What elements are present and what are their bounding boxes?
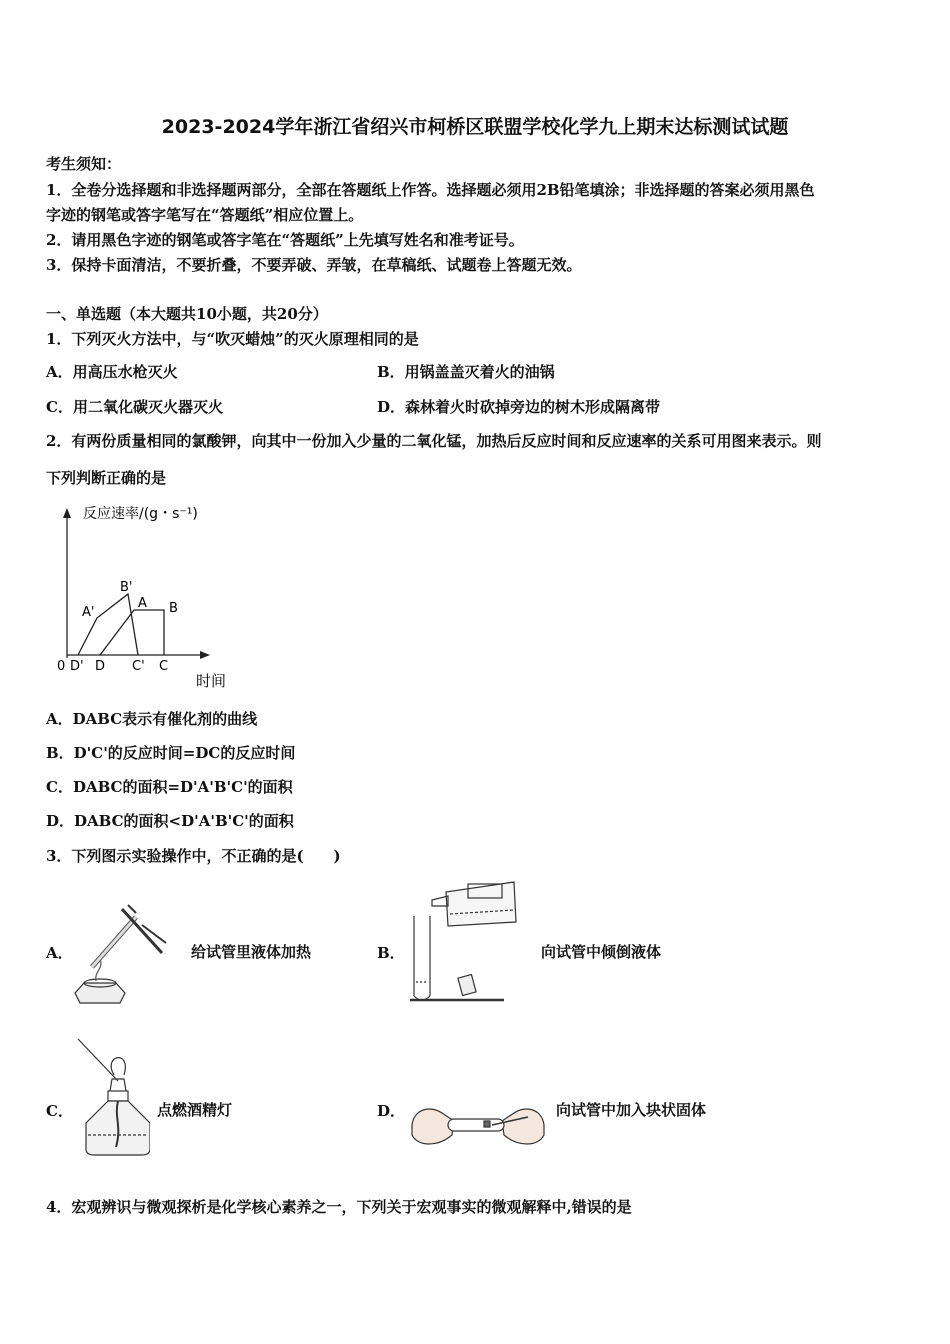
- notice-line-3: 3．保持卡面清洁，不要折叠，不要弄破、弄皱，在草稿纸、试题卷上答题无效。: [46, 256, 582, 274]
- q2-stem-2: 下列判断正确的是: [46, 469, 167, 487]
- q1-option-c: C．用二氧化碳灭火器灭火: [46, 398, 223, 416]
- d-prime-label: D': [70, 659, 84, 674]
- a-prime-label: A': [82, 605, 95, 620]
- q4-stem: 4．宏观辨识与微观探析是化学核心素养之一，下列关于宏观事实的微观解释中,错误的是: [46, 1198, 632, 1216]
- pouring-liquid-illustration: [404, 878, 529, 1006]
- q3-option-c-text: 点燃酒精灯: [157, 1101, 233, 1119]
- q3-stem: 3．下列图示实验操作中，不正确的是( ): [46, 847, 341, 865]
- alcohol-lamp-illustration: [74, 1035, 150, 1160]
- q2-option-a: A．DABC表示有催化剂的曲线: [46, 710, 258, 728]
- b-label: B: [169, 601, 178, 616]
- q3-option-a-text: 给试管里液体加热: [191, 943, 312, 961]
- c-prime-label: C': [132, 659, 145, 674]
- q3-option-d-letter: D．: [377, 1102, 406, 1120]
- c-label: C: [159, 659, 169, 674]
- q3-option-c-letter: C．: [46, 1102, 73, 1120]
- q1-option-d: D．森林着火时砍掉旁边的树木形成隔离带: [377, 398, 661, 416]
- page-title: 2023-2024学年浙江省绍兴市柯桥区联盟学校化学九上期末达标测试试题: [161, 116, 789, 138]
- q1-option-a: A．用高压水枪灭火: [46, 363, 178, 381]
- q3-option-b-text: 向试管中倾倒液体: [541, 943, 662, 961]
- y-axis-label: 反应速率/(g・s⁻¹): [83, 506, 198, 522]
- notice-line-2: 2．请用黑色字迹的钢笔或答字笔在“答题纸”上先填写姓名和准考证号。: [46, 231, 524, 249]
- q3-option-a-letter: A．: [46, 944, 73, 962]
- q1-stem: 1．下列灭火方法中，与“吹灭蜡烛”的灭火原理相同的是: [46, 330, 419, 348]
- x-axis-label: 时间: [196, 672, 227, 690]
- b-prime-label: B': [120, 580, 133, 595]
- a-label: A: [138, 596, 147, 611]
- reaction-rate-graph: [50, 500, 240, 695]
- origin-label: 0: [57, 659, 66, 674]
- section-heading: 一、单选题（本大题共10小题，共20分）: [46, 305, 328, 323]
- q2-option-d: D．DABC的面积<D'A'B'C'的面积: [46, 812, 294, 830]
- catalyst-curve: [78, 594, 138, 655]
- q1-option-b: B．用锅盖盖灭着火的油锅: [377, 363, 555, 381]
- x-axis-arrow: [200, 651, 210, 659]
- q2-stem-1: 2．有两份质量相同的氯酸钾，向其中一份加入少量的二氧化锰，加热后反应时间和反应速率的关系可用图来表示。则: [46, 432, 822, 450]
- y-axis-arrow: [63, 508, 71, 518]
- notice-line-1b: 字迹的钢笔或答字笔写在“答题纸”相应位置上。: [46, 206, 364, 224]
- adding-solid-illustration: [408, 1095, 548, 1157]
- notice-line-1a: 1．全卷分选择题和非选择题两部分，全部在答题纸上作答。选择题必须用2B铅笔填涂；非选择题的答案必须用黑色: [46, 181, 815, 199]
- notice-heading: 考生须知：: [46, 155, 122, 173]
- q3-option-d-text: 向试管中加入块状固体: [556, 1101, 707, 1119]
- q3-option-b-letter: B．: [377, 944, 405, 962]
- d-label: D: [95, 659, 106, 674]
- q2-option-c: C．DABC的面积=D'A'B'C'的面积: [46, 778, 293, 796]
- q2-option-b: B．D'C'的反应时间=DC的反应时间: [46, 744, 296, 762]
- heating-liquid-illustration: [70, 895, 185, 1010]
